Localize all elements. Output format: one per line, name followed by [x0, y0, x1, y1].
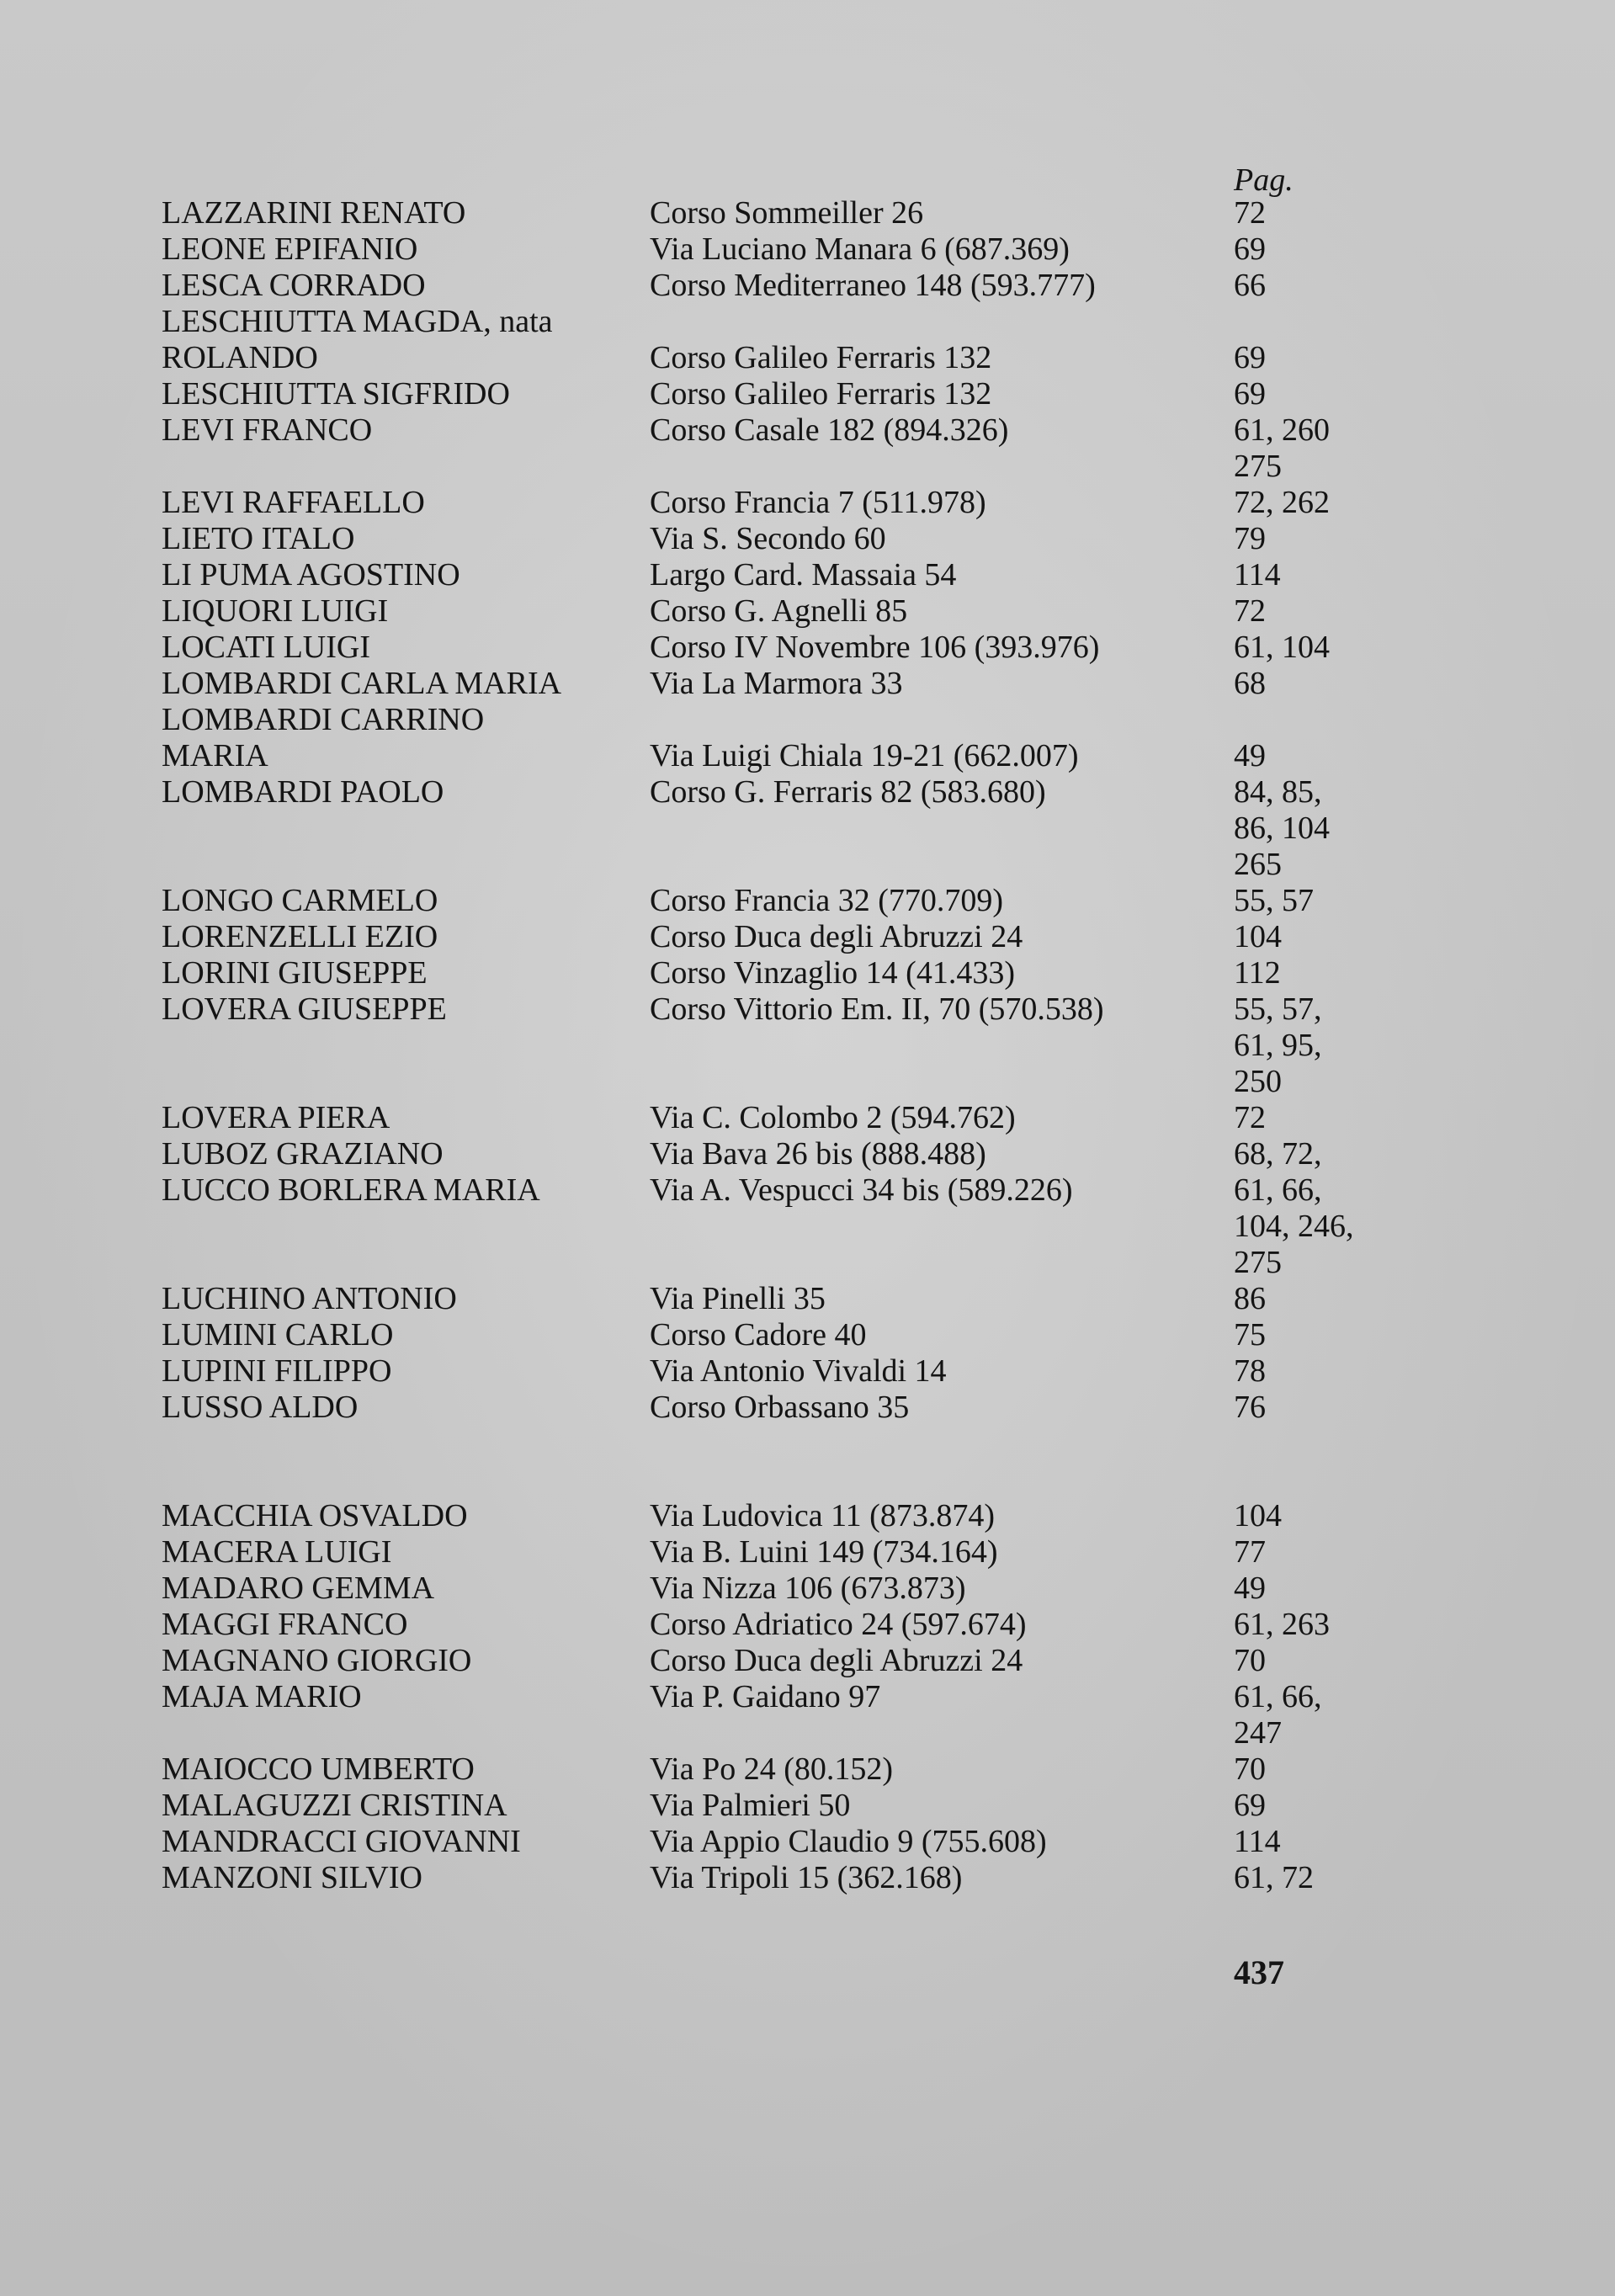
- entry-name: LUBOZ GRAZIANO: [162, 1136, 444, 1172]
- entry-name: MACCHIA OSVALDO: [162, 1498, 468, 1533]
- entry-name: LEVI RAFFAELLO: [162, 485, 425, 520]
- directory-entry: [0, 195, 1615, 231]
- entry-name: LI PUMA AGOSTINO: [162, 557, 460, 593]
- entry-name: MAJA MARIO: [162, 1679, 362, 1714]
- entry-name: LUPINI FILIPPO: [162, 1353, 392, 1389]
- entry-pages: 72, 262: [1234, 485, 1330, 520]
- entry-name: LIQUORI LUIGI: [162, 593, 389, 629]
- directory-entry: [0, 449, 1615, 485]
- directory-entry: [0, 1715, 1615, 1751]
- entry-pages: 84, 85,: [1234, 774, 1322, 810]
- entry-address: Via Luciano Manara 6 (687.369): [650, 231, 1070, 267]
- directory-entry: [0, 1064, 1615, 1100]
- entry-address: Via A. Vespucci 34 bis (589.226): [650, 1172, 1073, 1208]
- entry-address: Corso IV Novembre 106 (393.976): [650, 630, 1100, 665]
- directory-entry: [0, 738, 1615, 774]
- entry-address: Via S. Secondo 60: [650, 521, 886, 556]
- entry-name: LESCHIUTTA MAGDA, nata: [162, 304, 553, 339]
- entry-name: LESCA CORRADO: [162, 268, 426, 303]
- entry-address: Corso Galileo Ferraris 132: [650, 340, 992, 375]
- directory-entry: [0, 1824, 1615, 1860]
- directory-entry: [0, 340, 1615, 376]
- entry-pages: 68, 72,: [1234, 1136, 1322, 1172]
- entry-address: Via Appio Claudio 9 (755.608): [650, 1824, 1047, 1859]
- entry-address: Corso Sommeiller 26: [650, 195, 924, 231]
- directory-entry: [0, 231, 1615, 268]
- entry-pages: 114: [1234, 1824, 1281, 1859]
- entry-pages: 86, 104: [1234, 811, 1330, 846]
- entry-pages: 104, 246,: [1234, 1209, 1354, 1244]
- entry-address: Via Bava 26 bis (888.488): [650, 1136, 986, 1172]
- entry-address: Via Nizza 106 (673.873): [650, 1571, 966, 1606]
- entry-address: Via Po 24 (80.152): [650, 1751, 894, 1787]
- entry-address: Corso Vittorio Em. II, 70 (570.538): [650, 991, 1104, 1027]
- entry-name: LONGO CARMELO: [162, 883, 438, 918]
- entry-address: Corso Adriatico 24 (597.674): [650, 1607, 1027, 1642]
- entry-name: LEVI FRANCO: [162, 412, 373, 448]
- entry-address: Via Palmieri 50: [650, 1788, 851, 1823]
- entry-address: Corso Cadore 40: [650, 1317, 867, 1353]
- entry-address: Via La Marmora 33: [650, 666, 903, 701]
- entry-pages: 77: [1234, 1534, 1266, 1570]
- entry-address: Via B. Luini 149 (734.164): [650, 1534, 998, 1570]
- entry-name: LOMBARDI CARRINO: [162, 702, 485, 737]
- directory-entry: [0, 1209, 1615, 1245]
- entry-name: LOMBARDI CARLA MARIA: [162, 666, 562, 701]
- entry-address: Via Tripoli 15 (362.168): [650, 1860, 963, 1895]
- directory-entry: [0, 1317, 1615, 1353]
- entry-pages: 104: [1234, 1498, 1282, 1533]
- entry-name: MARIA: [162, 738, 268, 773]
- entry-address: Via Antonio Vivaldi 14: [650, 1353, 947, 1389]
- directory-entry: [0, 376, 1615, 412]
- directory-entry: [0, 774, 1615, 811]
- entry-address: Corso Francia 7 (511.978): [650, 485, 986, 520]
- entry-name: MANDRACCI GIOVANNI: [162, 1824, 521, 1859]
- entry-pages: 70: [1234, 1751, 1266, 1787]
- directory-entry: [0, 630, 1615, 666]
- directory-entry: [0, 1860, 1615, 1896]
- entry-name: LOCATI LUIGI: [162, 630, 371, 665]
- entry-name: LESCHIUTTA SIGFRIDO: [162, 376, 510, 412]
- entry-pages: 72: [1234, 195, 1266, 231]
- directory-entry: [0, 919, 1615, 955]
- entry-pages: 69: [1234, 376, 1266, 412]
- directory-entry: [0, 1751, 1615, 1788]
- entry-pages: 61, 95,: [1234, 1028, 1322, 1063]
- entry-name: LIETO ITALO: [162, 521, 355, 556]
- entry-address: Corso G. Ferraris 82 (583.680): [650, 774, 1046, 810]
- entry-name: LEONE EPIFANIO: [162, 231, 418, 267]
- entry-pages: 69: [1234, 231, 1266, 267]
- entry-name: LAZZARINI RENATO: [162, 195, 466, 231]
- entry-pages: 55, 57: [1234, 883, 1314, 918]
- entry-address: Corso Mediterraneo 148 (593.777): [650, 268, 1096, 303]
- entry-name: LUCCO BORLERA MARIA: [162, 1172, 540, 1208]
- entry-address: Corso Galileo Ferraris 132: [650, 376, 992, 412]
- entry-address: Via Ludovica 11 (873.874): [650, 1498, 995, 1533]
- entry-pages: 76: [1234, 1390, 1266, 1425]
- entry-address: Corso Vinzaglio 14 (41.433): [650, 955, 1015, 991]
- directory-entry: [0, 593, 1615, 630]
- entry-address: Via Pinelli 35: [650, 1281, 826, 1316]
- entry-name: LUMINI CARLO: [162, 1317, 394, 1353]
- directory-entry: [0, 955, 1615, 991]
- directory-entry: [0, 268, 1615, 304]
- directory-entry: [0, 1788, 1615, 1824]
- entry-pages: 79: [1234, 521, 1266, 556]
- page-column-header: Pag.: [1234, 162, 1294, 198]
- entry-pages: 275: [1234, 449, 1282, 484]
- entry-pages: 114: [1234, 557, 1281, 593]
- entry-name: MAGNANO GIORGIO: [162, 1643, 472, 1678]
- entry-name: LUCHINO ANTONIO: [162, 1281, 457, 1316]
- directory-entry: [0, 1353, 1615, 1390]
- directory-entry: [0, 1607, 1615, 1643]
- entry-name: LORENZELLI EZIO: [162, 919, 438, 954]
- directory-entry: [0, 1498, 1615, 1534]
- entry-pages: 68: [1234, 666, 1266, 701]
- entry-pages: 61, 72: [1234, 1860, 1314, 1895]
- entry-name: LUSSO ALDO: [162, 1390, 359, 1425]
- directory-entry: [0, 666, 1615, 702]
- entry-pages: 70: [1234, 1643, 1266, 1678]
- entry-address: Corso G. Agnelli 85: [650, 593, 908, 629]
- entry-address: Corso Casale 182 (894.326): [650, 412, 1009, 448]
- directory-entry: [0, 304, 1615, 340]
- entry-address: Largo Card. Massaia 54: [650, 557, 957, 593]
- entry-name: LOVERA GIUSEPPE: [162, 991, 447, 1027]
- directory-entry: [0, 1028, 1615, 1064]
- directory-entry: [0, 847, 1615, 883]
- entry-name: MALAGUZZI CRISTINA: [162, 1788, 507, 1823]
- entry-address: Via Luigi Chiala 19-21 (662.007): [650, 738, 1079, 773]
- entry-pages: 49: [1234, 738, 1266, 773]
- entry-name: MACERA LUIGI: [162, 1534, 392, 1570]
- directory-entry: [0, 1534, 1615, 1571]
- directory-entry: [0, 521, 1615, 557]
- directory-entry: [0, 1571, 1615, 1607]
- directory-entry: [0, 1136, 1615, 1172]
- entry-pages: 61, 260: [1234, 412, 1330, 448]
- entry-name: LOMBARDI PAOLO: [162, 774, 444, 810]
- directory-entry: [0, 1172, 1615, 1209]
- page-number: 437: [1234, 1953, 1284, 1991]
- entry-name: ROLANDO: [162, 340, 318, 375]
- entry-address: Corso Duca degli Abruzzi 24: [650, 919, 1023, 954]
- directory-entry: [0, 811, 1615, 847]
- directory-entry: [0, 557, 1615, 593]
- entry-name: MAGGI FRANCO: [162, 1607, 408, 1642]
- entry-pages: 75: [1234, 1317, 1266, 1353]
- entry-pages: 275: [1234, 1245, 1282, 1280]
- entry-name: MADARO GEMMA: [162, 1571, 435, 1606]
- directory-entry: [0, 883, 1615, 919]
- entry-pages: 61, 263: [1234, 1607, 1330, 1642]
- directory-entry: [0, 1679, 1615, 1715]
- directory-entry: [0, 1100, 1615, 1136]
- entry-pages: 61, 66,: [1234, 1172, 1322, 1208]
- entry-pages: 55, 57,: [1234, 991, 1322, 1027]
- directory-entry: [0, 485, 1615, 521]
- entry-pages: 49: [1234, 1571, 1266, 1606]
- directory-entry: [0, 1643, 1615, 1679]
- entry-pages: 112: [1234, 955, 1281, 991]
- entry-pages: 72: [1234, 1100, 1266, 1135]
- directory-entry: [0, 412, 1615, 449]
- entry-address: Via P. Gaidano 97: [650, 1679, 881, 1714]
- entry-pages: 86: [1234, 1281, 1266, 1316]
- entry-pages: 61, 66,: [1234, 1679, 1322, 1714]
- entry-address: Via C. Colombo 2 (594.762): [650, 1100, 1016, 1135]
- entry-pages: 69: [1234, 340, 1266, 375]
- entry-pages: 104: [1234, 919, 1282, 954]
- entry-pages: 61, 104: [1234, 630, 1330, 665]
- entry-pages: 72: [1234, 593, 1266, 629]
- entry-pages: 66: [1234, 268, 1266, 303]
- entry-pages: 250: [1234, 1064, 1282, 1099]
- entry-name: MANZONI SILVIO: [162, 1860, 422, 1895]
- entry-address: Corso Orbassano 35: [650, 1390, 910, 1425]
- entry-address: Corso Francia 32 (770.709): [650, 883, 1004, 918]
- entry-pages: 265: [1234, 847, 1282, 882]
- directory-entry: [0, 1281, 1615, 1317]
- entry-address: Corso Duca degli Abruzzi 24: [650, 1643, 1023, 1678]
- entry-pages: 247: [1234, 1715, 1282, 1751]
- entry-name: LORINI GIUSEPPE: [162, 955, 428, 991]
- entry-pages: 69: [1234, 1788, 1266, 1823]
- directory-entry: [0, 702, 1615, 738]
- directory-entry: [0, 991, 1615, 1028]
- directory-entry: [0, 1390, 1615, 1426]
- entry-name: MAIOCCO UMBERTO: [162, 1751, 475, 1787]
- entry-pages: 78: [1234, 1353, 1266, 1389]
- entry-name: LOVERA PIERA: [162, 1100, 390, 1135]
- directory-entry: [0, 1245, 1615, 1281]
